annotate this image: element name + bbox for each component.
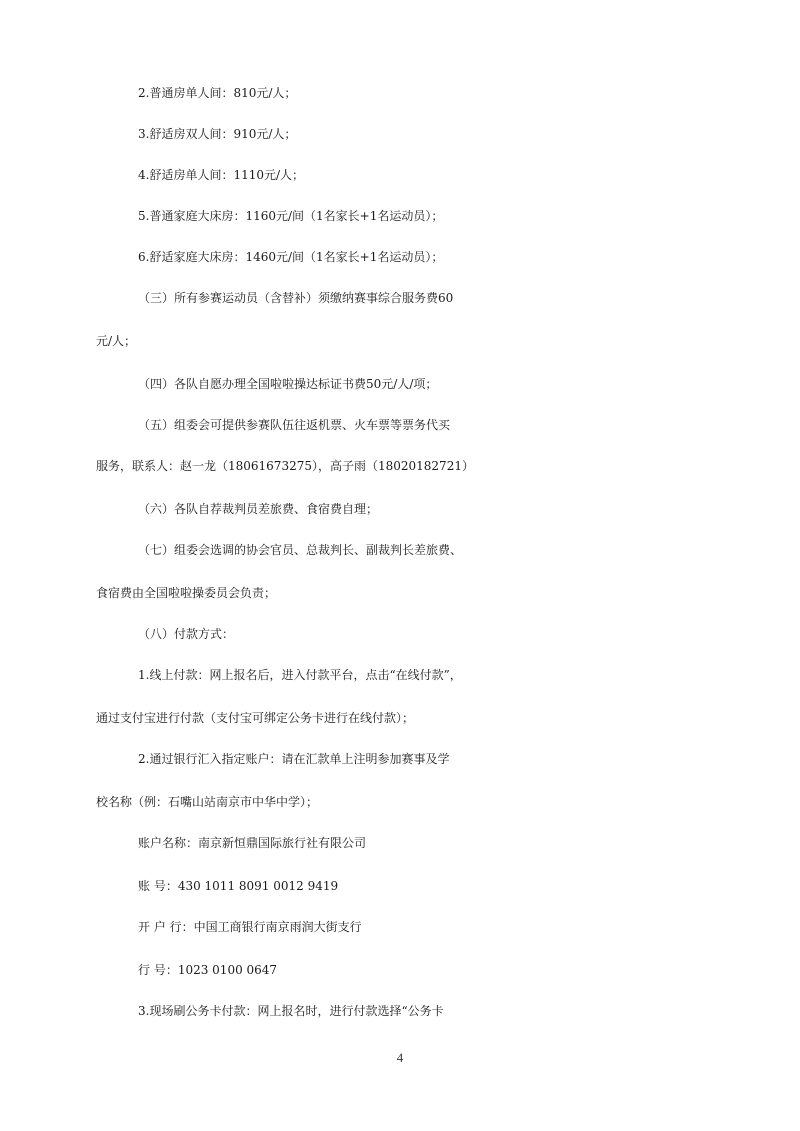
text-line: 服务，联系人：赵一龙（18061673275），高子雨（18020182721） (96, 459, 474, 473)
text-line: 账 号：430 1011 8091 0012 9419 (138, 879, 339, 893)
text-line: 行 号：1023 0100 0647 (138, 963, 278, 977)
text-line: 校名称（例：石嘴山站南京市中华中学）； (96, 795, 319, 809)
text-line: （七）组委会选调的协会官员、总裁判长、副裁判长差旅费、 (138, 543, 463, 557)
text-line: 1.线上付款：网上报名后，进入付款平台，点击“在线付款”， (138, 668, 462, 682)
text-line: 4.舒适房单人间：1110元/人； (138, 168, 305, 182)
text-line: 通过支付宝进行付款（支付宝可绑定公务卡进行在线付款）； (96, 711, 415, 725)
text-line: 6.舒适家庭大床房：1460元/间（1名家长+1名运动员）； (138, 250, 444, 264)
text-line: （四）各队自愿办理全国啦啦操达标证书费50元/人/项； (138, 377, 438, 391)
text-line: 账户名称：南京新恒鼎国际旅行社有限公司 (138, 836, 367, 850)
text-line: 开 户 行：中国工商银行南京雨润大街支行 (138, 920, 362, 934)
text-line: （三）所有参赛运动员（含替补）须缴纳赛事综合服务费60 (138, 291, 454, 305)
text-line: （八）付款方式： (138, 627, 235, 641)
text-line: 食宿费由全国啦啦操委员会负责； (96, 586, 277, 600)
text-line: （五）组委会可提供参赛队伍往返机票、火车票等票务代买 (138, 418, 451, 432)
text-line: 3.现场刷公务卡付款：网上报名时，进行付款选择“公务卡 (138, 1004, 444, 1018)
text-line: 5.普通家庭大床房：1160元/间（1名家长+1名运动员）； (138, 209, 444, 223)
text-line: 3.舒适房双人间：910元/人； (138, 127, 297, 141)
page-number: 4 (396, 1050, 404, 1065)
text-line: 2.普通房单人间：810元/人； (138, 86, 297, 100)
text-line: （六）各队自荐裁判员差旅费、食宿费自理； (138, 502, 379, 516)
text-line: 元/人； (96, 334, 137, 348)
text-line: 2.通过银行汇入指定账户：请在汇款单上注明参加赛事及学 (138, 752, 450, 766)
